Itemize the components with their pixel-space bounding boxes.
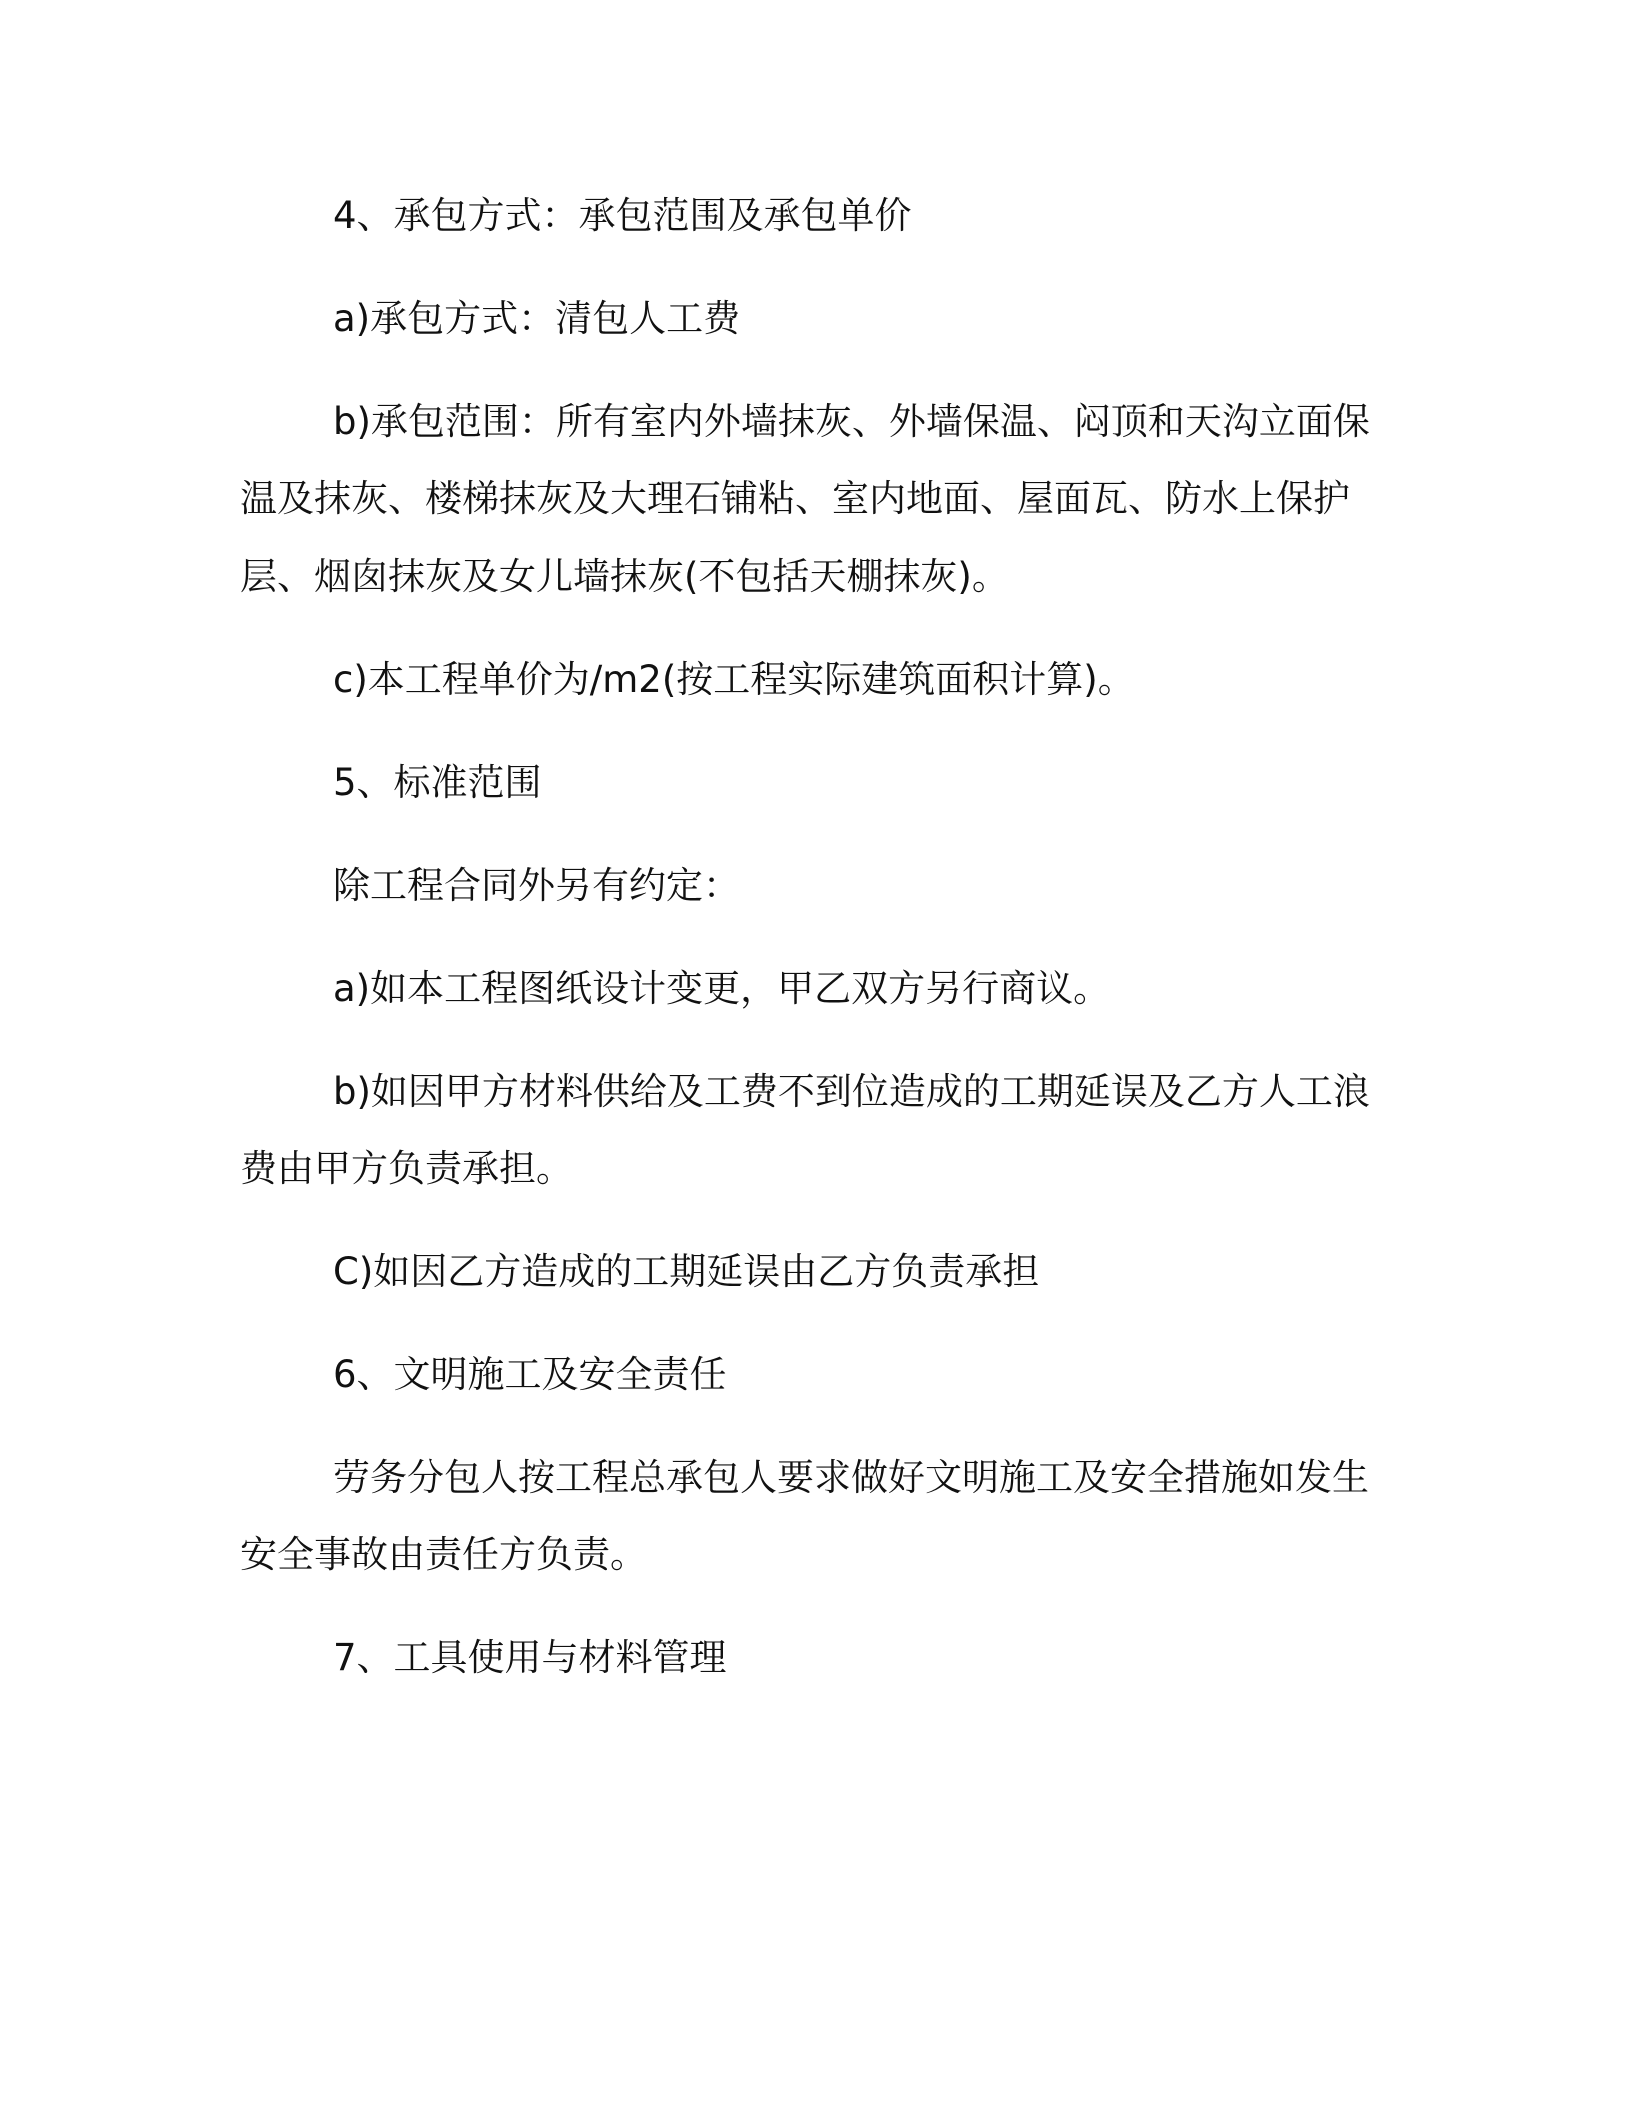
heading-safety bbox=[240, 1336, 1392, 1413]
heading-standard-scope bbox=[240, 744, 1392, 821]
clause-contract-scope bbox=[240, 383, 1392, 615]
paragraph-line: b)如因甲方材料供给及工费不到位造成的工期延误及乙方人工浪 bbox=[333, 1069, 1370, 1113]
paragraph-line: 除工程合同外另有约定： bbox=[333, 863, 740, 907]
paragraph-line: 4、承包方式：承包范围及承包单价 bbox=[333, 194, 912, 237]
paragraph-line: a)如本工程图纸设计变更，甲乙双方另行商议。 bbox=[333, 966, 1111, 1010]
heading-tools-materials bbox=[240, 1619, 1392, 1696]
paragraph-line: 劳务分包人按工程总承包人要求做好文明施工及安全措施如发生 bbox=[333, 1456, 1369, 1500]
paragraph-line: 安全事故由责任方负责。 bbox=[240, 1533, 647, 1577]
paragraph-line: 层、烟囱抹灰及女儿墙抹灰(不包括天棚抹灰)。 bbox=[240, 554, 1009, 598]
paragraph-line: C)如因乙方造成的工期延误由乙方负责承担 bbox=[333, 1250, 1040, 1294]
clause-party-b-delay bbox=[240, 1233, 1392, 1310]
clause-design-change bbox=[240, 950, 1392, 1027]
paragraph-line: b)承包范围：所有室内外墙抹灰、外墙保温、闷顶和天沟立面保 bbox=[333, 400, 1370, 444]
paragraph-line: 7、工具使用与材料管理 bbox=[333, 1636, 727, 1680]
clause-party-a-delay bbox=[240, 1053, 1392, 1208]
clause-contract-method bbox=[240, 280, 1392, 357]
paragraph-line: 费由甲方负责承担。 bbox=[240, 1147, 573, 1191]
heading-contract-method bbox=[240, 177, 1392, 254]
clause-unit-price bbox=[240, 641, 1392, 718]
paragraph-line: a)承包方式：清包人工费 bbox=[333, 297, 741, 341]
clause-safety-responsibility bbox=[240, 1439, 1392, 1594]
paragraph-line: c)本工程单价为/m2(按工程实际建筑面积计算)。 bbox=[333, 657, 1135, 701]
paragraph-line: 5、标准范围 bbox=[333, 760, 542, 804]
paragraph-line: 温及抹灰、楼梯抹灰及大理石铺粘、室内地面、屋面瓦、防水上保护 bbox=[240, 477, 1350, 521]
clause-other-agreement bbox=[240, 847, 1392, 924]
paragraph-line: 6、文明施工及安全责任 bbox=[333, 1353, 727, 1397]
